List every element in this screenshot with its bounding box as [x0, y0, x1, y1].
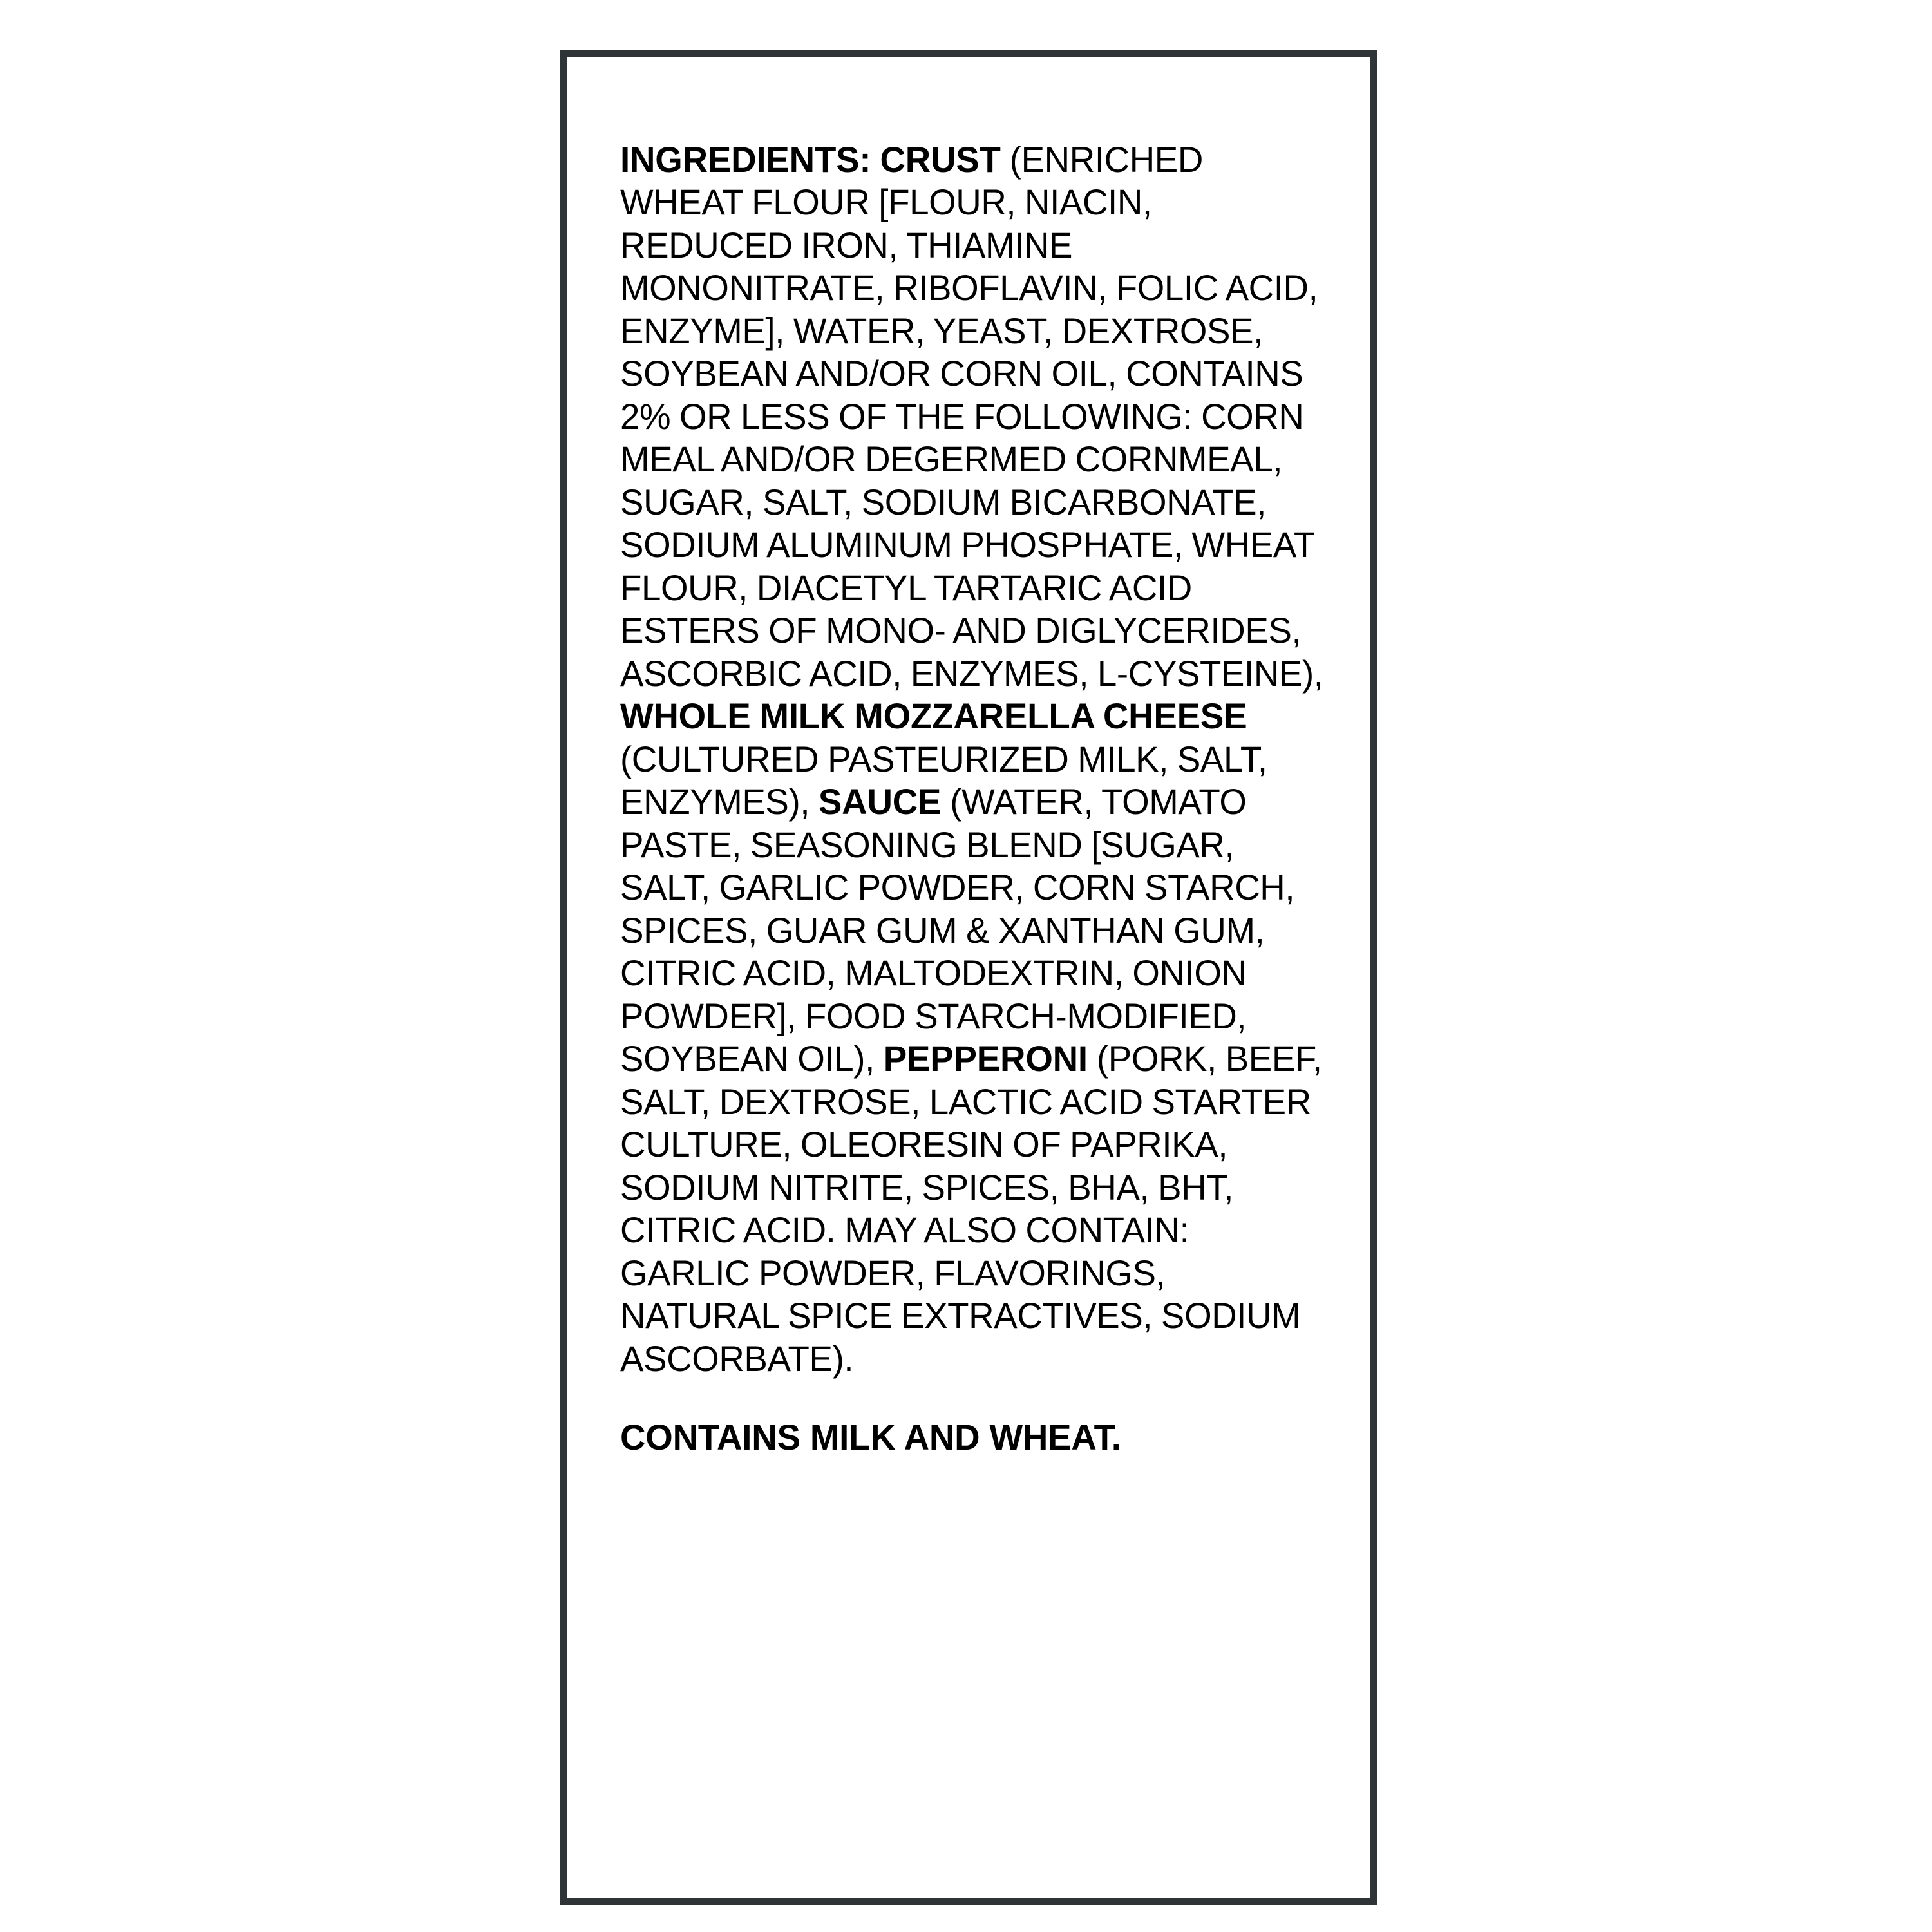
ingredient-group-crust: CRUST	[880, 139, 1010, 180]
ingredient-group-sauce: SAUCE	[818, 782, 951, 822]
cheese-sub-ingredients: (CULTURED PASTEURIZED MILK, SALT, ENZYMES),	[620, 739, 1267, 822]
ingredients-statement	[620, 138, 1325, 1381]
crust-sub-ingredients: (ENRICHED WHEAT FLOUR [FLOUR, NIACIN, REDUCED IRON, THIAMINE MONONITRATE, RIBOFLAVIN, FOLIC ACID, ENZYME], WATER, YEAST, DEXTROSE, SOYBEAN AND/OR CORN OIL, CONTAINS 2% OR LESS OF THE FOLLOWING: CORN MEAL AND/OR DEGERMED CORNMEAL, SUGAR, SALT, SODIUM BICARBONATE, SODIUM ALUMINUM PHOSPHATE, WHEAT FLOUR, DIACETYL TARTARIC ACID ESTERS OF MONO- AND DIGLYCERIDES, ASCORBIC ACID, ENZYMES, L-CYSTEINE),	[620, 139, 1323, 694]
pepperoni-sub-ingredients: (PORK, BEEF, SALT, DEXTROSE, LACTIC ACID STARTER CULTURE, OLEORESIN OF PAPRIKA, SODIUM NITRITE, SPICES, BHA, BHT, CITRIC ACID. MAY ALSO CONTAIN: GARLIC POWDER, FLAVORINGS, NATURAL SPICE EXTRACTIVES, SODIUM ASCORBATE).	[620, 1039, 1322, 1379]
sauce-sub-ingredients: (WATER, TOMATO PASTE, SEASONING BLEND [SUGAR, SALT, GARLIC POWDER, CORN STARCH, SPICES, GUAR GUM & XANTHAN GUM, CITRIC ACID, MALTODEXTRIN, ONION POWDER], FOOD STARCH-MODIFIED, SOYBEAN OIL),	[620, 782, 1295, 1079]
ingredients-heading: INGREDIENTS:	[620, 139, 880, 180]
allergen-statement: CONTAINS MILK AND WHEAT.	[620, 1417, 1121, 1457]
ingredients-panel	[560, 50, 1377, 1905]
ingredients-panel-content	[620, 102, 1336, 1495]
ingredient-group-pepperoni: PEPPERONI	[883, 1039, 1097, 1079]
ingredient-group-cheese: WHOLE MILK MOZZARELLA CHEESE	[620, 696, 1247, 736]
